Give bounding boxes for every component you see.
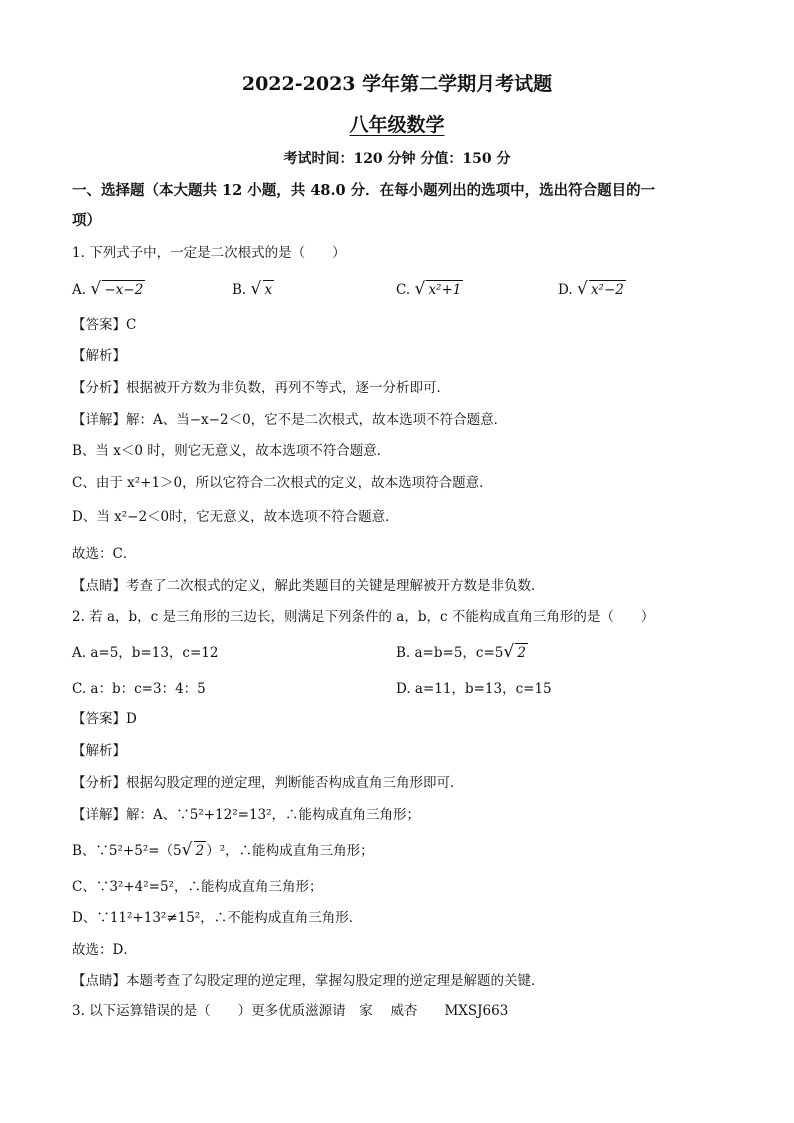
q1-option-d-radicand: x²−2: [590, 282, 624, 298]
q1-fenxi: 【分析】根据被开方数为非负数，再列不等式，逐一分析即可．: [72, 380, 450, 396]
q2-answer: 【答案】D: [72, 711, 137, 727]
q1-detail-c: C、由于 x²+1＞0，所以它符合二次根式的定义，故本选项符合题意．: [72, 475, 493, 491]
sqrt-icon: [92, 284, 145, 298]
q3-stem: 3. 以下运算错误的是（ ）更多优质滋源请 家 威杏 MXSJ663: [72, 1003, 509, 1019]
section-heading: 一、选择题（本大题共 12 小题，共 48.0 分．在每小题列出的选项中，选出符合题目的一: [72, 182, 656, 199]
q2-detail-b: [72, 845, 374, 859]
q2-option-b-radicand: 2: [517, 645, 526, 661]
q1-option-a: [72, 284, 145, 298]
q2-detail-c: C、∵3²+4²=5²，∴能构成直角三角形；: [72, 879, 323, 895]
q1-option-c-label: C.: [396, 282, 411, 298]
q2-option-b: [396, 647, 528, 661]
q1-option-d: [558, 284, 626, 298]
q2-detail-d: D、∵11²+13²≠15²，∴不能构成直角三角形．: [72, 910, 363, 926]
exam-subtitle-text: 八年级数学: [349, 114, 445, 136]
sqrt-icon: [416, 284, 463, 298]
q1-option-a-radicand: −x−2: [104, 282, 144, 298]
q2-stem: 2. 若 a，b，c 是三角形的三边长，则满足下列条件的 a，b，c 不能构成直角三角形的是（ ）: [72, 609, 655, 625]
q2-option-d: D. a=11，b=13，c=15: [396, 681, 552, 697]
q2-detail-a: 【详解】解：A、∵5²+12²=13²，∴能构成直角三角形；: [72, 807, 421, 823]
q2-detail-b-prefix: B、∵5²+5²=（5: [72, 843, 182, 859]
q1-option-c: [396, 284, 463, 298]
sqrt-icon: [505, 647, 528, 661]
q2-dianjing: 【点睛】本题考查了勾股定理的逆定理，掌握勾股定理的逆定理是解题的关键．: [72, 973, 545, 989]
q2-option-a: A. a=5，b=13，c=12: [72, 645, 219, 661]
section-heading-cont: 项）: [72, 212, 101, 229]
q1-analysis-heading: 【解析】: [72, 348, 126, 364]
q2-option-c: C. a：b：c=3：4：5: [72, 681, 206, 697]
sqrt-icon: [184, 845, 207, 859]
sqrt-icon: [253, 284, 275, 298]
exam-subtitle: [0, 116, 794, 135]
q1-choose: 故选：C．: [72, 546, 137, 562]
q1-dianjing: 【点睛】考查了二次根式的定义，解此类题目的关键是理解被开方数是非负数．: [72, 578, 545, 594]
q1-stem: 1. 下列式子中，一定是二次根式的是（ ）: [72, 245, 346, 261]
exam-title: 2022-2023 学年第二学期月考试题: [241, 73, 553, 95]
q1-detail-b: B、当 x＜0 时，则它无意义，故本选项不符合题意．: [72, 443, 391, 459]
q1-option-b-radicand: x: [264, 282, 273, 298]
exam-info: 考试时间：120 分钟 分值：150 分: [283, 151, 511, 167]
q2-choose: 故选：D．: [72, 942, 137, 958]
q2-detail-b-radicand: 2: [195, 843, 205, 859]
q1-detail-a: 【详解】解：A、当−x−2＜0，它不是二次根式，故本选项不符合题意．: [72, 412, 508, 428]
q1-option-b-label: B.: [232, 282, 247, 298]
q2-option-b-text: B. a=b=5，c=5: [396, 645, 504, 661]
q1-option-a-label: A.: [72, 282, 87, 298]
sqrt-icon: [579, 284, 626, 298]
q2-detail-b-suffix: ）²，∴能构成直角三角形；: [206, 843, 374, 859]
q1-detail-d: D、当 x²−2＜0时，它无意义，故本选项不符合题意．: [72, 509, 399, 525]
q2-fenxi: 【分析】根据勾股定理的逆定理，判断能否构成直角三角形即可．: [72, 775, 464, 791]
q1-option-b: [232, 284, 274, 298]
q1-option-d-label: D.: [558, 282, 573, 298]
q1-option-c-radicand: x²+1: [428, 282, 462, 298]
q1-answer: 【答案】C: [72, 317, 137, 333]
q2-analysis-heading: 【解析】: [72, 743, 126, 759]
